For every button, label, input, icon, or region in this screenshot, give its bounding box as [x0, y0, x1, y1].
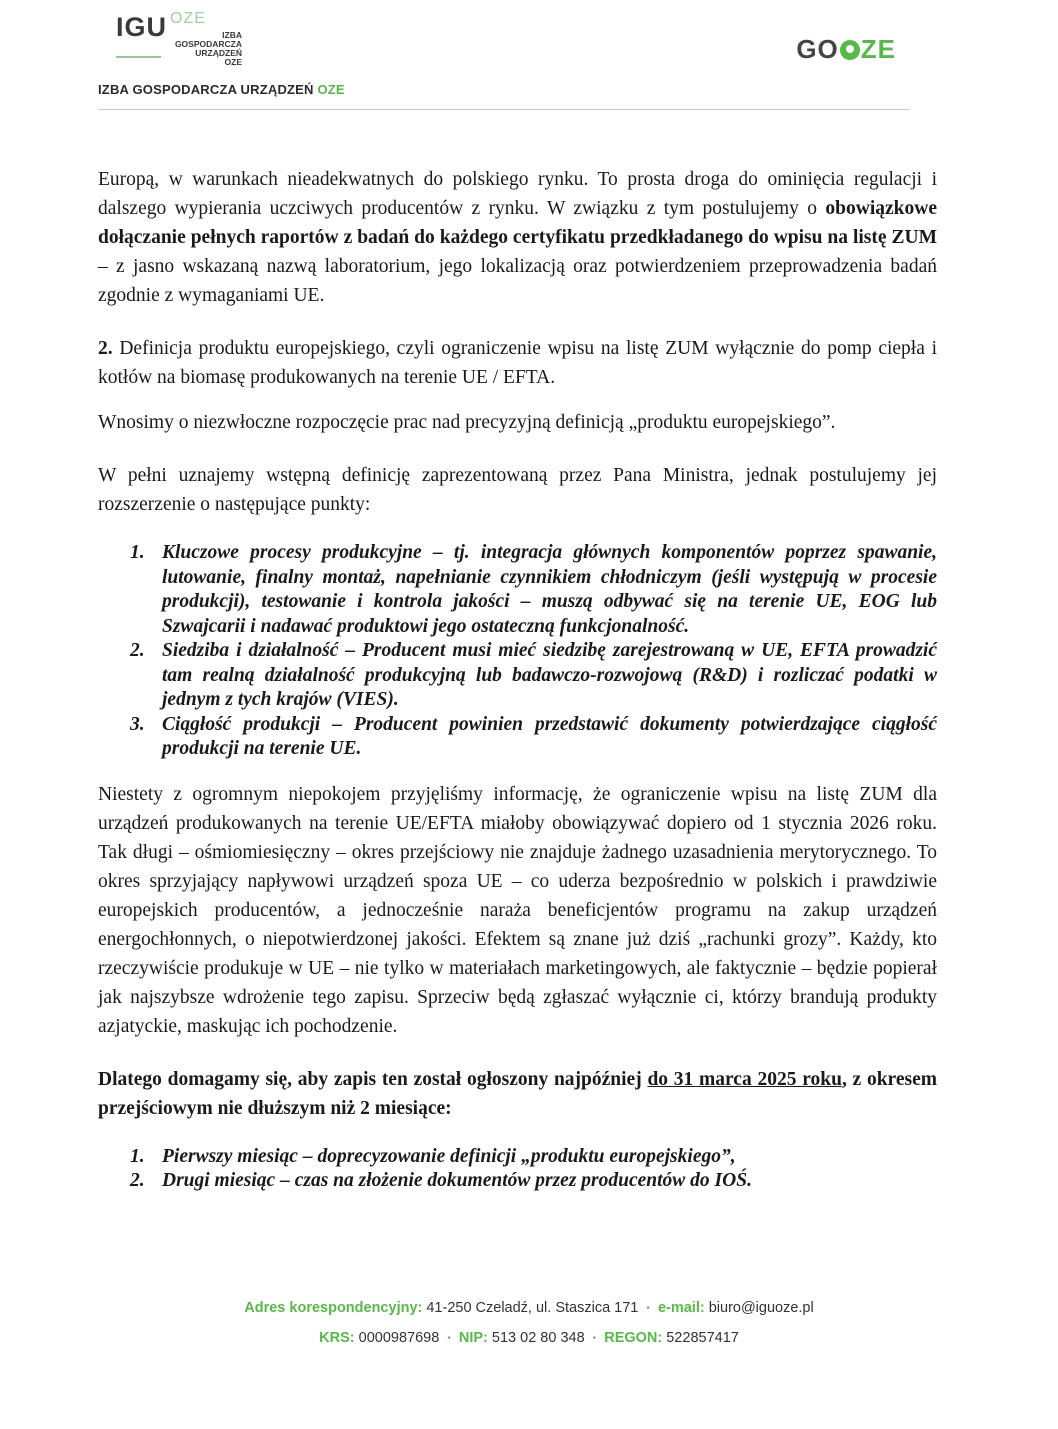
point-number: 2.: [98, 338, 113, 359]
org-name-main: IZBA GOSPODARCZA URZĄDZEŃ: [98, 82, 314, 97]
paragraph-request: Wnosimy o niezwłoczne rozpoczęcie prac nad precyzyjną definicją „produktu europejskiego”.: [98, 412, 836, 433]
separator-dot: •: [592, 1332, 597, 1344]
list-item: [98, 1145, 937, 1170]
email-value: biuro@iguoze.pl: [704, 1300, 814, 1316]
paragraph-definition: W pełni uznajemy wstępną definicję zaprezentowaną przez Pana Ministra, jednak postulujemy jej rozszerzenie o następujące punkty:: [98, 465, 937, 515]
list-text: Ciągłość produkcji – Producent powinien przedstawić dokumenty potwierdzające ciągłość produkcji na terenie UE.: [162, 713, 937, 759]
regon-label: REGON:: [604, 1330, 663, 1346]
list-item: [98, 541, 937, 639]
nip-label: NIP:: [458, 1330, 488, 1346]
deadline-date: do 31 marca 2025 roku: [647, 1068, 842, 1090]
separator-dot: •: [646, 1302, 650, 1314]
krs-value: 0000987698: [354, 1330, 440, 1346]
separator-dot: •: [447, 1332, 451, 1344]
list-number: 3.: [130, 713, 145, 735]
paragraph-point-2: [98, 334, 937, 392]
address-label: Adres korespondencyjny:: [244, 1300, 423, 1316]
igu-logo-mark: IGU: [116, 12, 168, 42]
igu-logo-oze: OZE: [170, 10, 206, 27]
footer-registry-line: [0, 1330, 1058, 1346]
header-divider: [98, 109, 910, 110]
text-run: Dlatego domagamy się, aby zapis ten został ogłoszony najpóźniej: [98, 1068, 648, 1090]
list-number: 1.: [130, 1145, 145, 1167]
list-number: 2.: [130, 640, 145, 661]
text-run: – z jasno wskazaną nazwą laboratorium, jego lokalizacją oraz potwierdzeniem przeprowadzenia badań zgodnie z wymaganiami UE.: [98, 256, 937, 306]
paragraph-concern: Niestety z ogromnym niepokojem przyjęliśmy informację, że ograniczenie wpisu na listę ZUM dla urządzeń produkowanych na terenie UE/EFTA miałoby obowiązywać dopiero od 1 stycznia 2026 roku. Tak długi – ośmiomiesięczny – okres przejściowy nie znajduje żadnego uzasadnienia merytorycznego. To okres sprzyjający napływowi urządzeń spoza UE – co uderza bezpośrednio w polskich i prawdziwie europejskich producentów, a jednocześnie naraża beneficjentów programu na zakup urządzeń energochłonnych, o niepotwierdzonej jakości. Efektem są znane już dziś „rachunki grozy”. Każdy, kto rzeczywiście produkuje w UE – nie tylko w materiałach marketingowych, ale faktycznie – będzie popierał jak najszybsze wdrożenie tego zapisu. Sprzeciw będą zgłaszać wyłącznie ci, którzy brandują produkty azjatyckie, maskując ich pochodzenie.: [98, 783, 937, 1037]
gooze-logo-part2: ZE: [860, 34, 896, 64]
definition-points-list: [98, 541, 937, 762]
igu-subtitle-line: OZE: [224, 57, 242, 67]
gooze-logo-part1: GO: [796, 34, 839, 64]
list-item: [98, 1169, 937, 1194]
leaf-icon: [840, 40, 860, 60]
org-name-accent: OZE: [317, 82, 345, 97]
list-item: [98, 639, 937, 713]
gooze-logo: [796, 34, 896, 65]
text-run: , z okresem przejściowym nie dłuższym niż 2 miesiące:: [98, 1068, 937, 1119]
igu-logo-subtitle: [175, 31, 242, 67]
krs-label: KRS:: [319, 1330, 355, 1346]
bold-demand: obowiązkowe dołączanie pełnych raportów z badań do każdego certyfikatu przedkładanego do wpisu na listę ZUM: [98, 198, 937, 248]
email-label: e-mail:: [657, 1300, 705, 1316]
list-number: 2.: [130, 1170, 145, 1191]
igu-subtitle-line: GOSPODARCZA: [174, 39, 242, 49]
regon-value: 522857417: [662, 1330, 739, 1346]
nip-value: 513 02 80 348: [487, 1330, 585, 1346]
list-text: Pierwszy miesiąc – doprecyzowanie definicji „produktu europejskiego”,: [162, 1145, 736, 1167]
igu-logo-underline: [116, 56, 161, 58]
list-number: 1.: [130, 542, 145, 563]
footer-address-line: [0, 1300, 1058, 1316]
paragraph-certificates: [98, 165, 937, 310]
letter-body: [98, 165, 937, 1212]
text-run: Definicja produktu europejskiego, czyli ograniczenie wpisu na listę ZUM wyłącznie do pomp ciepła i kotłów na biomasę produkowanych na terenie UE / EFTA.: [98, 338, 937, 388]
igu-subtitle-line: URZĄDZEŃ: [195, 48, 242, 58]
igu-oze-logo: [116, 10, 246, 72]
list-text: Siedziba i działalność – Producent musi mieć siedzibę zarejestrowaną w UE, EFTA prowadzić tam realną działalność produkcyjną lub badawczo-rozwojową (R&D) i rozliczać podatki w jednym z tych krajów (VIES).: [162, 640, 937, 710]
organization-name: [98, 82, 345, 97]
text-run: Europą, w warunkach nieadekwatnych do polskiego rynku. To prosta droga do ominięcia regulacji i dalszego wypierania uczciwych producentów z rynku. W związku z tym postulujemy o: [98, 169, 937, 219]
igu-subtitle-line: IZBA: [222, 30, 242, 40]
paragraph-demand: [98, 1065, 937, 1123]
page-header: [98, 10, 910, 110]
address-value: 41-250 Czeladź, ul. Staszica 171: [422, 1300, 639, 1316]
list-item: [98, 713, 937, 762]
transition-months-list: [98, 1145, 937, 1194]
list-text: Drugi miesiąc – czas na złożenie dokumentów przez producentów do IOŚ.: [162, 1170, 752, 1191]
list-text: Kluczowe procesy produkcyjne – tj. integracja głównych komponentów poprzez spawanie, lutowanie, finalny montaż, napełnianie czynnikiem chłodniczym (jeśli występują w procesie produkcji), testowanie i kontrola jakości – muszą odbywać się na terenie UE, EOG lub Szwajcarii i nadawać produktowi jego ostateczną funkcjonalność.: [162, 542, 937, 637]
